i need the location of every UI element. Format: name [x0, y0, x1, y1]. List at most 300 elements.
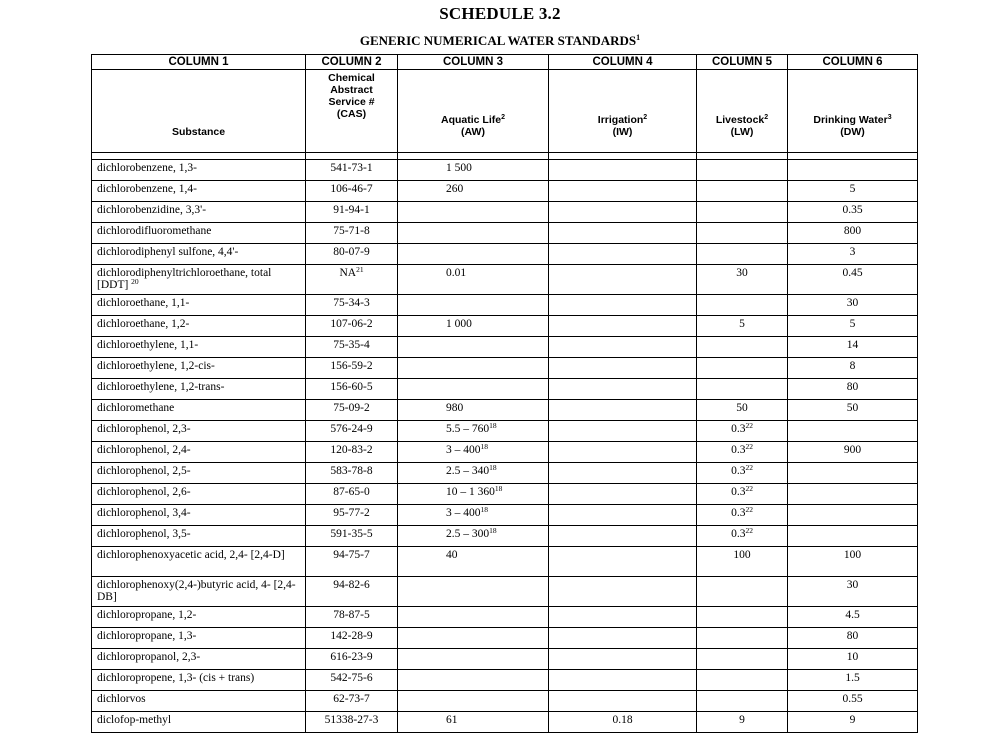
irrigation-cell — [549, 160, 697, 181]
cas-cell-text: 62-73-7 — [333, 693, 370, 705]
livestock-cell — [697, 379, 788, 400]
table-row — [92, 358, 918, 379]
irrigation-cell — [549, 244, 697, 265]
livestock-cell — [697, 607, 788, 628]
substance-cell-text: diclofop-methyl — [97, 714, 172, 726]
cas-cell-text: 95-77-2 — [333, 507, 370, 519]
aquatic-life-cell-text: 0.01 — [446, 267, 467, 279]
substance-cell-text: dichlorobenzene, 1,3- — [97, 162, 197, 174]
cas-cell-text: 94-82-6 — [333, 579, 370, 591]
cas-cell — [306, 265, 398, 295]
cas-cell-text: 75-35-4 — [333, 339, 370, 351]
aquatic-life-title — [398, 114, 548, 126]
irrigation-label: Irrigation — [597, 114, 644, 126]
table-row — [92, 316, 918, 337]
aquatic-life-cell-text: 2.5 – 300 — [446, 528, 490, 540]
table-row — [92, 295, 918, 316]
irrigation-cell — [549, 607, 697, 628]
substance-cell — [92, 670, 306, 691]
aquatic-life-cell-text: 40 — [446, 549, 458, 561]
cas-cell — [306, 691, 398, 712]
table-row — [92, 484, 918, 505]
drinking-water-cell — [788, 400, 918, 421]
substance-cell — [92, 691, 306, 712]
livestock-cell — [697, 316, 788, 337]
drinking-water-cell-text: 8 — [849, 360, 856, 372]
column-number-row — [92, 55, 918, 70]
irrigation-cell — [549, 316, 697, 337]
cas-cell-text: 106-46-7 — [330, 183, 373, 195]
irrigation-cell — [549, 181, 697, 202]
substance-cell — [92, 442, 306, 463]
livestock-cell-footnote: 22 — [745, 421, 753, 430]
substance-cell — [92, 607, 306, 628]
aquatic-life-cell-text: 260 — [446, 183, 464, 195]
aquatic-life-cell-footnote: 18 — [489, 526, 497, 535]
substance-cell-text: dichloroethane, 1,2- — [97, 318, 190, 330]
drinking-water-cell-text: 50 — [846, 402, 859, 414]
aquatic-life-cell — [398, 691, 549, 712]
irrigation-cell — [549, 577, 697, 607]
cas-cell-text: 51338-27-3 — [324, 714, 379, 726]
aquatic-life-cell — [398, 505, 549, 526]
irrigation-cell — [549, 337, 697, 358]
drinking-water-cell — [788, 484, 918, 505]
livestock-cell — [697, 670, 788, 691]
drinking-water-cell-text: 3 — [849, 246, 856, 258]
cas-cell-text: 75-09-2 — [333, 402, 370, 414]
drinking-water-cell — [788, 505, 918, 526]
substance-cell — [92, 577, 306, 607]
cas-cell — [306, 181, 398, 202]
drinking-water-cell-text: 80 — [846, 630, 859, 642]
cas-cell — [306, 526, 398, 547]
substance-cell — [92, 181, 306, 202]
livestock-cell-text: 5 — [739, 318, 745, 330]
cas-cell — [306, 607, 398, 628]
substance-cell-text: dichlorobenzene, 1,4- — [97, 183, 197, 195]
cas-cell-text: 94-75-7 — [333, 549, 370, 561]
aquatic-life-cell — [398, 463, 549, 484]
table-row — [92, 526, 918, 547]
spacer-cell — [398, 153, 549, 160]
livestock-cell-text: 0.3 — [731, 528, 746, 540]
drinking-water-cell-text: 14 — [846, 339, 859, 351]
drinking-water-cell — [788, 358, 918, 379]
aquatic-life-cell — [398, 316, 549, 337]
cas-cell-text: 80-07-9 — [333, 246, 370, 258]
drinking-water-cell-text: 5 — [849, 183, 856, 195]
table-row — [92, 442, 918, 463]
drinking-water-header — [788, 70, 918, 153]
spacer-cell — [788, 153, 918, 160]
table-row — [92, 202, 918, 223]
aquatic-life-cell — [398, 712, 549, 733]
drinking-water-cell — [788, 577, 918, 607]
column-2-header: COLUMN 2 — [306, 55, 398, 70]
drinking-water-cell-text: 100 — [843, 549, 862, 561]
aquatic-life-cell-footnote: 18 — [480, 505, 488, 514]
cas-cell — [306, 484, 398, 505]
table-row — [92, 628, 918, 649]
livestock-cell — [697, 691, 788, 712]
livestock-cell-text: 0.3 — [731, 486, 746, 498]
substance-cell-text: dichlorophenol, 3,4- — [97, 507, 191, 519]
cas-cell — [306, 379, 398, 400]
column-4-header: COLUMN 4 — [549, 55, 697, 70]
drinking-water-cell — [788, 421, 918, 442]
cas-cell — [306, 649, 398, 670]
substance-cell — [92, 628, 306, 649]
table-row — [92, 463, 918, 484]
drinking-water-cell — [788, 628, 918, 649]
substance-cell-text: dichloroethylene, 1,1- — [97, 339, 199, 351]
table-row — [92, 181, 918, 202]
substance-cell — [92, 547, 306, 577]
drinking-water-cell — [788, 379, 918, 400]
cas-cell — [306, 712, 398, 733]
drinking-water-cell-text: 5 — [849, 318, 856, 330]
aquatic-life-cell-text: 5.5 – 760 — [446, 423, 490, 435]
irrigation-title — [549, 114, 696, 126]
irrigation-cell — [549, 295, 697, 316]
livestock-cell-footnote: 22 — [745, 505, 753, 514]
aquatic-life-cell — [398, 442, 549, 463]
column-5-header: COLUMN 5 — [697, 55, 788, 70]
livestock-cell — [697, 712, 788, 733]
cas-cell — [306, 244, 398, 265]
aquatic-life-cell — [398, 202, 549, 223]
column-3-header: COLUMN 3 — [398, 55, 549, 70]
drinking-water-cell — [788, 160, 918, 181]
drinking-water-cell-text: 30 — [846, 297, 859, 309]
livestock-cell — [697, 181, 788, 202]
cas-cell-text: 591-35-5 — [330, 528, 373, 540]
substance-cell — [92, 712, 306, 733]
irrigation-cell — [549, 670, 697, 691]
livestock-cell — [697, 577, 788, 607]
livestock-cell-text: 30 — [736, 267, 748, 279]
drinking-water-cell-text: 0.55 — [842, 693, 863, 705]
substance-cell-text: dichloropropanol, 2,3- — [97, 651, 201, 663]
drinking-water-cell — [788, 712, 918, 733]
livestock-cell — [697, 223, 788, 244]
livestock-cell — [697, 463, 788, 484]
livestock-cell — [697, 160, 788, 181]
substance-cell-text: dichloropropane, 1,2- — [97, 609, 197, 621]
aquatic-life-cell — [398, 379, 549, 400]
page-title: SCHEDULE 3.2 — [439, 4, 561, 23]
drinking-water-cell — [788, 223, 918, 244]
table-row — [92, 691, 918, 712]
aquatic-life-cell — [398, 577, 549, 607]
drinking-water-cell — [788, 244, 918, 265]
cas-header-line: Chemical — [328, 72, 375, 84]
spacer-cell — [549, 153, 697, 160]
cas-cell-text: 541-73-1 — [330, 162, 373, 174]
table-row — [92, 670, 918, 691]
cas-cell — [306, 442, 398, 463]
table-row — [92, 421, 918, 442]
aquatic-life-cell-footnote: 18 — [489, 463, 497, 472]
substance-cell — [92, 400, 306, 421]
livestock-cell — [697, 337, 788, 358]
drinking-water-cell-text: 10 — [846, 651, 859, 663]
irrigation-cell — [549, 379, 697, 400]
drinking-water-cell — [788, 202, 918, 223]
drinking-water-cell — [788, 691, 918, 712]
substance-cell-text: dichlorodifluoromethane — [97, 225, 212, 237]
aquatic-life-cell — [398, 337, 549, 358]
substance-cell-text: dichloropropane, 1,3- — [97, 630, 197, 642]
livestock-abbr: (LW) — [730, 126, 754, 138]
irrigation-cell — [549, 265, 697, 295]
substance-cell-text: dichloroethylene, 1,2-cis- — [97, 360, 215, 372]
livestock-cell-text: 0.3 — [731, 444, 746, 456]
livestock-cell — [697, 202, 788, 223]
aquatic-life-cell — [398, 607, 549, 628]
livestock-header — [697, 70, 788, 153]
substance-cell-footnote: 20 — [131, 277, 139, 286]
irrigation-cell — [549, 358, 697, 379]
header-spacer-row — [92, 153, 918, 160]
drinking-water-cell — [788, 316, 918, 337]
livestock-label: Livestock — [715, 114, 765, 126]
irrigation-cell — [549, 223, 697, 244]
drinking-water-cell — [788, 547, 918, 577]
aquatic-life-cell — [398, 295, 549, 316]
cas-cell — [306, 337, 398, 358]
aquatic-life-cell-text: 61 — [446, 714, 458, 726]
aquatic-life-cell-text: 3 – 400 — [446, 444, 481, 456]
aquatic-life-cell — [398, 265, 549, 295]
cas-cell — [306, 421, 398, 442]
cas-cell-text: 87-65-0 — [333, 486, 370, 498]
livestock-cell — [697, 442, 788, 463]
aquatic-life-cell — [398, 244, 549, 265]
column-1-header: COLUMN 1 — [92, 55, 306, 70]
cas-cell-text: 542-75-6 — [330, 672, 373, 684]
cas-cell — [306, 358, 398, 379]
substance-cell — [92, 295, 306, 316]
substance-cell — [92, 463, 306, 484]
substance-cell — [92, 160, 306, 181]
drinking-water-label: Drinking Water — [813, 114, 888, 126]
livestock-cell-footnote: 22 — [745, 484, 753, 493]
aquatic-life-cell — [398, 181, 549, 202]
aquatic-life-cell-footnote: 18 — [480, 442, 488, 451]
cas-cell-text: 75-34-3 — [333, 297, 370, 309]
substance-cell — [92, 505, 306, 526]
livestock-cell-footnote: 22 — [745, 442, 753, 451]
drinking-water-cell-text: 4.5 — [845, 609, 860, 621]
table-body — [92, 160, 918, 733]
table-row — [92, 712, 918, 733]
livestock-cell-footnote: 22 — [745, 463, 753, 472]
irrigation-cell — [549, 484, 697, 505]
cas-header-line: Service # — [328, 96, 375, 108]
livestock-cell — [697, 628, 788, 649]
substance-cell-text: dichlorophenol, 2,5- — [97, 465, 191, 477]
drinking-water-cell — [788, 295, 918, 316]
substance-cell-text: dichlorophenol, 2,3- — [97, 423, 191, 435]
cas-header-line: Abstract — [330, 84, 373, 96]
livestock-cell — [697, 484, 788, 505]
substance-cell — [92, 244, 306, 265]
cas-cell — [306, 547, 398, 577]
table-row — [92, 265, 918, 295]
aquatic-life-footnote: 2 — [501, 114, 505, 121]
substance-cell-text: dichloromethane — [97, 402, 175, 414]
aquatic-life-cell — [398, 628, 549, 649]
aquatic-life-cell-text: 1 000 — [446, 318, 472, 330]
drinking-water-cell-text: 80 — [846, 381, 859, 393]
cas-cell-text: 616-23-9 — [330, 651, 373, 663]
substance-cell-text: dichlorodiphenyl sulfone, 4,4'- — [97, 246, 239, 258]
cas-header-line: (CAS) — [336, 108, 367, 120]
cas-cell-text: 78-87-5 — [333, 609, 370, 621]
spacer-cell — [306, 153, 398, 160]
substance-cell-text: dichloroethane, 1,1- — [97, 297, 190, 309]
cas-cell — [306, 295, 398, 316]
substance-cell — [92, 484, 306, 505]
drinking-water-cell-text: 800 — [843, 225, 862, 237]
substance-cell — [92, 265, 306, 295]
aquatic-life-cell — [398, 670, 549, 691]
cas-cell-text: 156-59-2 — [330, 360, 373, 372]
cas-cell-text: 75-71-8 — [333, 225, 370, 237]
column-title-row — [92, 70, 918, 153]
irrigation-header — [549, 70, 697, 153]
substance-cell — [92, 202, 306, 223]
substance-cell-text: dichlorophenol, 2,6- — [97, 486, 191, 498]
drinking-water-cell — [788, 265, 918, 295]
aquatic-life-abbr: (AW) — [461, 126, 485, 138]
table-row — [92, 223, 918, 244]
substance-cell-text: dichlorodiphenyltrichloroethane, total [DDT] — [97, 267, 272, 291]
cas-cell-text: 576-24-9 — [330, 423, 373, 435]
cas-cell-text: 156-60-5 — [330, 381, 373, 393]
substance-cell-text: dichloropropene, 1,3- (cis + trans) — [97, 672, 255, 684]
livestock-cell-text: 100 — [733, 549, 751, 561]
aquatic-life-label: Aquatic Life — [441, 114, 502, 126]
cas-cell-text: 107-06-2 — [330, 318, 373, 330]
drinking-water-cell — [788, 337, 918, 358]
aquatic-life-cell-text: 10 – 1 360 — [446, 486, 495, 498]
aquatic-life-cell-text: 2.5 – 340 — [446, 465, 490, 477]
livestock-cell — [697, 649, 788, 670]
aquatic-life-cell-text: 3 – 400 — [446, 507, 481, 519]
drinking-water-footnote: 3 — [887, 114, 892, 121]
cas-cell — [306, 316, 398, 337]
drinking-water-title — [788, 114, 917, 126]
substance-header: Substance — [92, 70, 306, 153]
irrigation-cell — [549, 712, 697, 733]
irrigation-footnote: 2 — [643, 114, 648, 121]
substance-cell — [92, 358, 306, 379]
cas-cell-text: 120-83-2 — [330, 444, 373, 456]
substance-cell-text: dichlorophenoxyacetic acid, 2,4- [2,4-D] — [97, 549, 285, 561]
table-row — [92, 400, 918, 421]
drinking-water-cell-text: 30 — [846, 579, 859, 591]
livestock-cell — [697, 244, 788, 265]
aquatic-life-cell-footnote: 18 — [489, 421, 497, 430]
drinking-water-cell — [788, 442, 918, 463]
irrigation-cell — [549, 463, 697, 484]
drinking-water-cell — [788, 670, 918, 691]
irrigation-cell — [549, 649, 697, 670]
drinking-water-cell-text: 0.35 — [842, 204, 863, 216]
drinking-water-abbr: (DW) — [840, 126, 865, 138]
aquatic-life-cell-text: 980 — [446, 402, 464, 414]
aquatic-life-header — [398, 70, 549, 153]
livestock-cell-footnote: 22 — [745, 526, 753, 535]
aquatic-life-cell — [398, 358, 549, 379]
column-6-header: COLUMN 6 — [788, 55, 918, 70]
drinking-water-cell — [788, 463, 918, 484]
livestock-cell — [697, 358, 788, 379]
irrigation-cell-text: 0.18 — [612, 714, 633, 726]
table-row — [92, 547, 918, 577]
substance-cell — [92, 337, 306, 358]
drinking-water-cell — [788, 649, 918, 670]
livestock-footnote: 2 — [764, 114, 769, 121]
livestock-cell — [697, 421, 788, 442]
page-subtitle — [0, 33, 1000, 49]
irrigation-cell — [549, 526, 697, 547]
cas-cell — [306, 202, 398, 223]
aquatic-life-cell — [398, 421, 549, 442]
livestock-cell-text: 0.3 — [731, 423, 746, 435]
table-row — [92, 337, 918, 358]
irrigation-cell — [549, 691, 697, 712]
livestock-cell — [697, 505, 788, 526]
subtitle-footnote: 1 — [636, 33, 641, 42]
substance-cell — [92, 421, 306, 442]
cas-cell-text: 583-78-8 — [330, 465, 373, 477]
irrigation-cell — [549, 442, 697, 463]
drinking-water-cell — [788, 526, 918, 547]
livestock-cell-text: 0.3 — [731, 465, 746, 477]
cas-cell-text: 142-28-9 — [330, 630, 373, 642]
livestock-cell — [697, 526, 788, 547]
cas-cell — [306, 628, 398, 649]
water-standards-table — [91, 54, 918, 733]
livestock-cell-text: 0.3 — [731, 507, 746, 519]
livestock-cell — [697, 547, 788, 577]
drinking-water-cell-text: 0.45 — [842, 267, 863, 279]
livestock-cell — [697, 400, 788, 421]
cas-cell — [306, 223, 398, 244]
livestock-cell — [697, 265, 788, 295]
cas-cell — [306, 160, 398, 181]
irrigation-cell — [549, 547, 697, 577]
table-row — [92, 607, 918, 628]
table-row — [92, 244, 918, 265]
cas-header — [306, 70, 398, 153]
irrigation-cell — [549, 421, 697, 442]
cas-cell — [306, 505, 398, 526]
substance-cell — [92, 223, 306, 244]
irrigation-abbr: (IW) — [612, 126, 633, 138]
aquatic-life-cell — [398, 484, 549, 505]
table-row — [92, 505, 918, 526]
livestock-cell — [697, 295, 788, 316]
aquatic-life-cell-text: 1 500 — [446, 162, 472, 174]
substance-cell-text: dichloroethylene, 1,2-trans- — [97, 381, 225, 393]
table-row — [92, 160, 918, 181]
substance-cell-text: dichlorophenoxy(2,4-)butyric acid, 4- [2,4-DB] — [97, 579, 296, 603]
